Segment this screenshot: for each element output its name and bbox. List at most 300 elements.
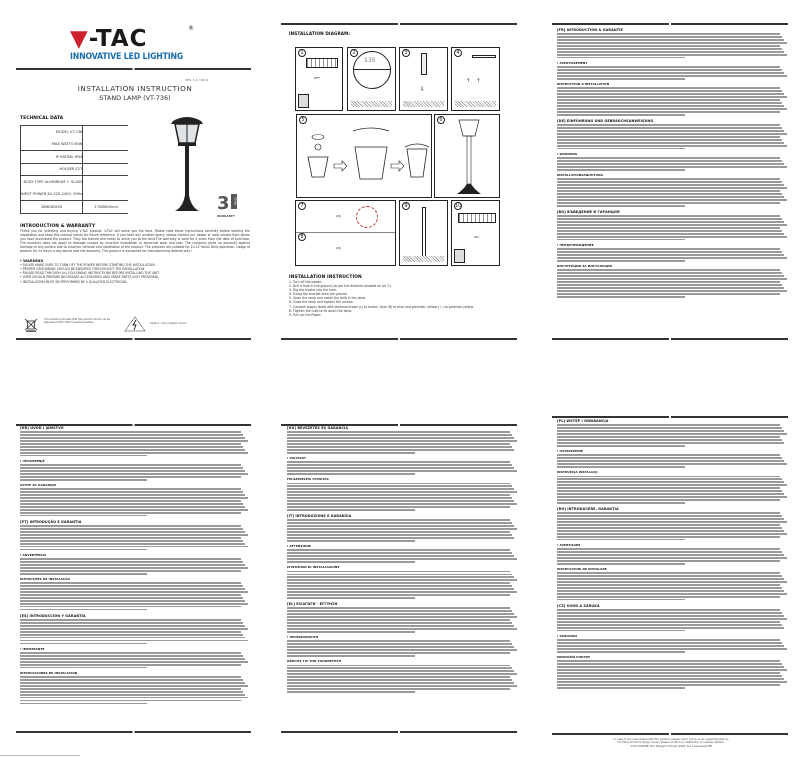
- spec-input-power: INPUT POWER AC:220-240V, 50Hz: [21, 188, 83, 201]
- text-line: [287, 682, 514, 684]
- text-line: [20, 528, 243, 530]
- language-subheading: ! ADVERTÊNCIA: [20, 552, 47, 557]
- text-line: [557, 124, 780, 126]
- language-subheading: ! VIGYÁZAT: [287, 456, 307, 460]
- diagram-step-3: 3 ⇩: [399, 47, 448, 111]
- text-line: [557, 75, 787, 77]
- language-subheading: ! UPOZORENJE: [20, 458, 45, 463]
- text-line: [557, 587, 782, 589]
- language-section-heading: [PL] WSTĘP I GWARANCJA: [557, 419, 609, 423]
- text-line: [20, 446, 243, 448]
- text-line: [20, 655, 243, 657]
- assembled-lamp-drawing: [455, 118, 483, 196]
- language-section: [287, 514, 519, 599]
- breaker-panel-on-icon: [458, 213, 496, 223]
- text-line: [557, 145, 787, 147]
- text-line: [557, 57, 685, 59]
- text-line: [557, 584, 780, 586]
- text-line: [557, 105, 784, 107]
- language-section-heading: [PT] INTRODUÇÃO E GARANTIA: [20, 519, 82, 524]
- text-line: [557, 596, 780, 598]
- language-section: [557, 119, 789, 207]
- text-line: [557, 181, 782, 183]
- text-line: [557, 114, 685, 116]
- text-line: [557, 202, 780, 204]
- text-line: [20, 503, 243, 505]
- stand-lamp-image: [165, 115, 210, 215]
- language-section-heading: [HU] BEVEZETÉS ÉS GARANCIA: [287, 426, 349, 430]
- text-line: [557, 196, 784, 198]
- warranty-years-label: YEARS: [231, 194, 237, 209]
- text-line: [557, 687, 685, 689]
- text-line: [287, 522, 512, 524]
- text-line: [557, 660, 780, 662]
- diagram-step-2: 2 135: [347, 47, 396, 111]
- weee-notice: This marking indicates that this product should not be disposed of with other household wastes.: [44, 318, 110, 324]
- text-line: [287, 561, 415, 563]
- text-line: [557, 499, 780, 501]
- text-line: [287, 610, 512, 612]
- intro-body: Thank you for selecting and buying V-TAC product. V-TAC will serve you the best. Please read these instructions carefully before starting the installation and keep this manual handy for future reference. If you have any another query, please contact our dealer or local vendor from whom you have purchased the product. They are trained and ready to serve you at the best.The warranty is valid for 3 years from the date of purchase. The warranty does not apply to damage caused by incorrect installation or abnormal wear and tear. The company gives no warranty against damage to any surface due to incorrect removal and installation of the product. The products are suitable for 10-12 Hours Daily operation. Usage of product for 24 Hours a day would void the warranty. This product is warranted for manufacturing defects only.!: [20, 229, 250, 254]
- text-line: [287, 670, 514, 672]
- text-line: [557, 178, 780, 180]
- text-line: [287, 582, 510, 584]
- language-section-heading: [RO] INTRODUCERE, GARANȚIA: [557, 507, 619, 512]
- text-line: [557, 296, 685, 298]
- text-line: [557, 445, 685, 447]
- text-line: [557, 93, 784, 95]
- text-line: [20, 661, 248, 663]
- text-line: [20, 682, 245, 684]
- text-line: [287, 679, 512, 681]
- installation-instruction-section: [289, 275, 521, 317]
- diagram-step-1: 1 OFF: [295, 47, 343, 111]
- text-line: [557, 111, 780, 113]
- text-line: [557, 293, 780, 295]
- text-line: [557, 278, 787, 280]
- text-line: [557, 227, 780, 229]
- text-line: [557, 139, 782, 141]
- text-line: [20, 452, 248, 454]
- language-subheading: FELSZERELÉSI UTASÍTÁS: [287, 477, 329, 482]
- terminal-detail-circle: [356, 206, 378, 228]
- spec-ip-rating: IP RATING IP44: [21, 151, 83, 164]
- hammer-icon: [472, 55, 496, 58]
- text-line: [20, 488, 241, 490]
- diagram-step-10: 10 ON: [451, 200, 500, 266]
- text-line: [557, 454, 780, 456]
- text-line: [557, 69, 782, 71]
- text-line: [287, 509, 415, 511]
- text-line: [287, 574, 512, 576]
- text-line: [557, 90, 782, 92]
- text-line: [287, 552, 512, 554]
- text-line: [20, 455, 147, 457]
- text-line: [287, 528, 517, 530]
- text-line: [287, 534, 512, 536]
- text-line: [557, 36, 782, 38]
- shock-caution: Caution , risk of electric shock.: [150, 322, 187, 325]
- text-line: [557, 96, 787, 98]
- contact-footer: [540, 738, 802, 748]
- text-line: [557, 512, 780, 514]
- language-section: [557, 604, 789, 689]
- text-line: [557, 442, 784, 444]
- text-line: [20, 609, 147, 611]
- language-section-heading: [ES] INTRODUCCIÓN Y GARANTÍA: [20, 613, 86, 618]
- text-line: [557, 502, 685, 504]
- brand-logo: [70, 27, 193, 62]
- language-column-hu-it-el: [287, 426, 519, 696]
- language-section: [20, 426, 250, 516]
- text-line: [287, 485, 512, 487]
- language-column-pl-ro-cz: [557, 419, 789, 692]
- language-section-heading: [IT] INTRODUZIONE E GARANZIA: [287, 514, 352, 519]
- text-line: [20, 476, 241, 478]
- text-line: [20, 694, 245, 696]
- text-line: [20, 537, 241, 539]
- text-line: [287, 525, 514, 527]
- language-subheading: ΟΔΗΓΙΕΣ ΓΙΑ ΤΗΝ ΤΟΠΟΘΕΤΗΣΗ: [287, 659, 342, 664]
- language-subheading: ! AVERTIZARE: [557, 542, 581, 547]
- text-line: [287, 667, 512, 669]
- warning-list: • PLEASE MAKE SURE TO TURN OFF THE POWER BEFORE STARTING THE INSTALLATION. • PROPER GROUNDING SHOULD BE ENSURED THROUGHOUT THE INSTALLATION. • PLEASE READ THROUGH ALL FOLLOWING INSTRUCTIONS BEFORE INSTALLING THE UNIT. • USER SHOULD PREPARE NECESSARY ACCESSORIES AND SPARE PARTS (NOT PROVIDED). • INSTALLATION MUST BE PERFORMED BY A QUALIFIED ELECTRICIAN.: [20, 262, 160, 284]
- language-subheading: ! ΠΡΟΕΙΔΟΠΟΙΗΣΗ: [287, 635, 319, 640]
- text-line: [557, 639, 780, 641]
- text-line: [287, 640, 510, 642]
- text-line: [20, 540, 243, 542]
- installation-heading: INSTALLATION INSTRUCTION: [289, 275, 362, 280]
- text-line: [20, 437, 245, 439]
- text-line: [287, 483, 510, 485]
- text-line: [557, 593, 787, 595]
- intro-section: [20, 224, 250, 284]
- text-line: [557, 439, 782, 441]
- text-line: [20, 606, 241, 608]
- language-subheading: ! WARNUNG: [557, 151, 578, 156]
- language-section: [20, 520, 250, 610]
- lamp-post-drawing: [422, 207, 426, 257]
- text-line: [557, 615, 784, 617]
- text-line: [287, 452, 415, 454]
- text-line: [557, 254, 784, 256]
- text-line: [287, 519, 510, 521]
- text-line: [557, 136, 780, 138]
- text-line: [557, 672, 780, 674]
- breaker-panel-icon: [306, 58, 338, 68]
- text-line: [287, 628, 517, 630]
- text-line: [557, 560, 780, 562]
- text-line: [20, 634, 243, 636]
- text-line: [557, 630, 685, 632]
- text-line: [557, 224, 787, 226]
- text-line: [557, 548, 780, 550]
- text-line: [557, 557, 787, 559]
- language-section-heading: [BG] ВЪВЕДЕНИЕ И ГАРАНЦИЯ: [557, 210, 620, 214]
- text-line: [20, 434, 243, 436]
- text-line: [557, 290, 787, 292]
- text-line: [557, 490, 782, 492]
- text-line: [287, 497, 512, 499]
- switch-on-icon: [454, 249, 465, 263]
- language-section-heading: [DE] EINFÜHRUNG UND GEBRAUCHSANWEISUNG: [557, 119, 654, 123]
- text-line: [287, 537, 514, 539]
- text-line: [557, 66, 780, 68]
- language-column-fr-de-bg: [557, 28, 789, 301]
- text-line: [557, 554, 784, 556]
- text-line: [557, 433, 787, 435]
- document-title: INSTALLATION INSTRUCTION: [77, 84, 193, 93]
- text-line: [557, 163, 784, 165]
- text-line: [287, 646, 514, 648]
- text-line: [287, 616, 517, 618]
- text-line: [557, 42, 787, 44]
- language-section: [557, 419, 789, 504]
- language-section: [557, 28, 789, 116]
- text-line: [557, 666, 784, 668]
- text-line: [20, 443, 241, 445]
- text-line: [20, 619, 241, 621]
- text-line: [287, 443, 510, 445]
- text-line: [557, 78, 685, 80]
- text-line: [20, 667, 147, 669]
- text-line: [20, 531, 245, 533]
- text-line: [20, 594, 241, 596]
- text-line: [287, 500, 514, 502]
- text-line: [557, 205, 685, 207]
- text-line: [557, 478, 782, 480]
- text-line: [287, 446, 512, 448]
- text-line: [557, 621, 780, 623]
- text-line: [20, 697, 248, 699]
- text-line: [20, 597, 243, 599]
- language-section-heading: [FR] INTRODUCTION & GARANTIE: [557, 28, 623, 32]
- language-section-heading: [HR] UVOD I JAMSTVO: [20, 426, 64, 430]
- language-subheading: INSTRUCTION D'INSTALLATION: [557, 82, 610, 87]
- text-line: [20, 585, 243, 587]
- text-line: [20, 676, 241, 678]
- text-line: [20, 664, 241, 666]
- technical-data-table: [20, 125, 128, 214]
- text-line: [287, 506, 510, 508]
- spec-body-type: BODY TYPE ALUMINIUM + GLASS: [21, 176, 83, 189]
- technical-data-heading: TECHNICAL DATA: [20, 116, 64, 121]
- text-line: [557, 239, 685, 241]
- text-line: [20, 688, 241, 690]
- text-line: [557, 609, 780, 611]
- text-line: [557, 627, 784, 629]
- text-line: [557, 624, 782, 626]
- section-divider: [552, 416, 788, 418]
- text-line: [557, 521, 787, 523]
- language-column-hr-pt-es: [20, 426, 250, 708]
- text-line: [557, 484, 787, 486]
- text-line: [557, 669, 787, 671]
- language-subheading: UPUTE ZA UGRADNJU: [20, 483, 57, 488]
- section-divider: [552, 23, 788, 25]
- text-line: [20, 470, 245, 472]
- text-line: [557, 51, 784, 53]
- text-line: [20, 546, 248, 548]
- text-line: [287, 588, 514, 590]
- text-line: [557, 33, 780, 35]
- text-line: [287, 434, 512, 436]
- text-line: [20, 549, 147, 551]
- brand-tagline: INNOVATIVE LED LIGHTING: [70, 52, 184, 62]
- text-line: [287, 555, 514, 557]
- text-line: [287, 643, 512, 645]
- text-line: [20, 491, 243, 493]
- installation-steps: 1. Turn off the power. 2. Drill a hole in the ground (as per the distance showed on pic 2). 3. Dig the plastic into the hole. 4. Fixing the bracket onto the ground. 5. Open the lamp and install the bulb in the lamp. 6. Close the lamp and tighten the screws. 7. Connect supply leads with terminal brown (L) to brown, blue (N) to blue and greenish- yellow (⏚) to greenish-yellow. 8. Tighten the nuts to fix down the lamp. 9. Turn on the Power.: [289, 280, 474, 317]
- text-line: [557, 230, 782, 232]
- text-line: [20, 497, 248, 499]
- text-line: [557, 681, 787, 683]
- text-line: [557, 236, 787, 238]
- text-line: [20, 640, 248, 642]
- language-subheading: ! OSTRZEŻENIE: [557, 449, 583, 453]
- drill-icon: [421, 53, 427, 75]
- text-line: [557, 663, 782, 665]
- text-line: [557, 599, 685, 601]
- diagram-step-6: 6: [434, 114, 500, 198]
- text-line: [557, 572, 780, 574]
- language-section-heading: [CZ] ÚVOD A ZÁRUKA: [557, 603, 600, 608]
- language-section: [287, 426, 519, 511]
- text-line: [287, 652, 510, 654]
- section-divider: [281, 338, 517, 340]
- text-line: [20, 500, 241, 502]
- text-line: [287, 631, 415, 633]
- text-line: [557, 272, 782, 274]
- text-line: [287, 540, 415, 542]
- text-line: [557, 581, 787, 583]
- spec-dimension-label: DIMENSION: [21, 201, 83, 214]
- warranty-label: WARRANTY: [217, 214, 235, 218]
- text-line: [557, 99, 780, 101]
- text-line: [20, 464, 241, 466]
- section-divider: [16, 338, 251, 340]
- section-divider: [281, 731, 517, 733]
- text-line: [20, 558, 241, 560]
- text-line: [557, 221, 784, 223]
- language-subheading: INSTRUCȚIUNI DE INSTALARE: [557, 567, 607, 572]
- text-line: [287, 688, 510, 690]
- text-line: [287, 585, 512, 587]
- text-line: [557, 618, 787, 620]
- text-line: [20, 588, 245, 590]
- text-line: [557, 108, 787, 110]
- registered-mark: ®: [188, 25, 194, 32]
- text-line: [557, 530, 784, 532]
- text-line: [287, 685, 517, 687]
- diagram-top-divider: [281, 23, 517, 25]
- text-line: [557, 275, 784, 277]
- text-line: [20, 643, 147, 645]
- text-line: [287, 649, 517, 651]
- text-line: [557, 187, 787, 189]
- scrollbar-track[interactable]: [0, 755, 80, 756]
- text-line: [287, 607, 510, 609]
- text-line: [287, 464, 512, 466]
- diagram-step-5: 5: [296, 114, 432, 198]
- text-line: [557, 281, 780, 283]
- text-line: [20, 467, 243, 469]
- text-line: [557, 463, 787, 465]
- text-line: [20, 631, 241, 633]
- text-line: [20, 494, 245, 496]
- text-line: [20, 512, 241, 514]
- language-section: [287, 602, 519, 692]
- text-line: [20, 515, 147, 517]
- text-line: [287, 549, 510, 551]
- text-line: [557, 430, 784, 432]
- language-section: [557, 210, 789, 298]
- text-line: [20, 449, 245, 451]
- text-line: [287, 591, 517, 593]
- language-subheading: ! ATTENZIONE: [287, 544, 311, 549]
- text-line: [20, 573, 147, 575]
- text-line: [557, 678, 784, 680]
- text-line: [20, 625, 245, 627]
- text-line: [557, 424, 780, 426]
- language-section: [20, 614, 250, 704]
- text-line: [287, 467, 514, 469]
- text-line: [287, 488, 514, 490]
- text-line: [287, 503, 517, 505]
- diagram-step-4: 4 ↑↑: [451, 47, 500, 111]
- text-line: [557, 675, 782, 677]
- text-line: [20, 591, 248, 593]
- text-line: [20, 582, 241, 584]
- text-line: [557, 45, 780, 47]
- text-line: [287, 431, 510, 433]
- text-line: [557, 260, 685, 262]
- text-line: [287, 655, 415, 657]
- text-line: [557, 48, 782, 50]
- text-line: [287, 597, 415, 599]
- text-line: [557, 481, 784, 483]
- text-line: [557, 193, 782, 195]
- text-line: [287, 676, 510, 678]
- text-line: [287, 494, 510, 496]
- text-line: [557, 651, 685, 653]
- language-section: [557, 507, 789, 600]
- text-line: [287, 576, 514, 578]
- text-line: [557, 251, 782, 253]
- lamp-assembly-drawing: [303, 119, 429, 195]
- text-line: [557, 190, 780, 192]
- language-subheading: INSTALLATIONSANLEITUNG: [557, 173, 604, 178]
- text-line: [20, 679, 243, 681]
- text-line: [557, 575, 782, 577]
- language-subheading: MONTÁŽNÍ POKYNY: [557, 655, 591, 660]
- text-line: [557, 493, 784, 495]
- text-line: [287, 673, 517, 675]
- text-line: [557, 257, 787, 259]
- text-line: [557, 578, 784, 580]
- spec-model: MODEL VT-736: [21, 126, 83, 139]
- text-line: [20, 570, 241, 572]
- language-subheading: ! VAROVÁNÍ: [557, 633, 577, 638]
- section-divider: [552, 733, 788, 735]
- text-line: [20, 637, 245, 639]
- text-line: [20, 691, 243, 693]
- text-line: [557, 642, 782, 644]
- text-line: [557, 551, 782, 553]
- text-line: [20, 561, 243, 563]
- text-line: [557, 233, 784, 235]
- text-line: [287, 558, 517, 560]
